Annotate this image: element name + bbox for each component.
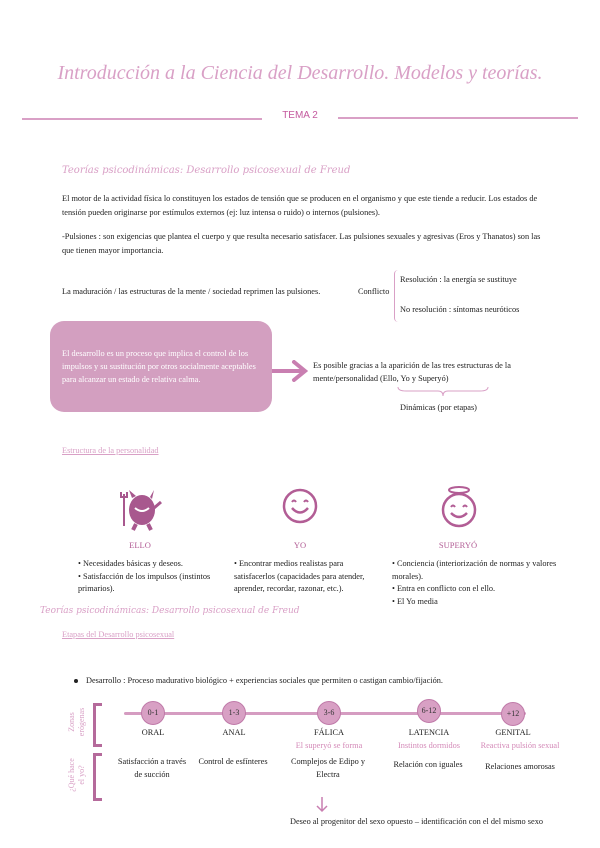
structure-label-yo: YO bbox=[293, 540, 307, 550]
bullet: • Satisfacción de los impulsos (instintos primarios). bbox=[78, 571, 211, 593]
dynamics-label: Dinámicas (por etapas) bbox=[400, 403, 477, 412]
stage-note: El superyó se forma bbox=[295, 741, 363, 750]
development-bullet: Desarrollo : Proceso madurativo biológico + experiencias sociales que permiten o castigan cambio/fijación. bbox=[86, 676, 443, 685]
bullet-dot bbox=[74, 679, 78, 683]
brace bbox=[394, 270, 399, 322]
divider bbox=[22, 118, 262, 120]
possible-text: Es posible gracias a la aparición de las tres estructuras de la mente/personalidad (Ello, Yo y Superyó) bbox=[313, 361, 511, 383]
angel-smile-icon bbox=[439, 485, 479, 529]
yo-bullets bbox=[234, 558, 384, 596]
bracket bbox=[93, 703, 102, 747]
arrow-down-icon bbox=[315, 797, 329, 813]
document-title: Introducción a la Ciencia del Desarrollo. Modelos y teorías. bbox=[57, 62, 543, 84]
overlap-heading: Teorías psicodinámicas: Desarrollo psicosexual de Freud bbox=[40, 606, 300, 616]
stage-name: ORAL bbox=[141, 728, 165, 737]
section-heading: Teorías psicodinámicas: Desarrollo psicosexual de Freud bbox=[62, 165, 351, 176]
paragraph: El motor de la actividad física lo constituyen los estados de tensión que se producen en el organismo y que este tiende a reducir. Los estados de tensión pueden originarse por estímulos externos (ej: luz intensa o ruido) o internos (pulsiones). bbox=[62, 194, 538, 217]
no-resolution-text: No resolución : síntomas neuróticos bbox=[400, 305, 520, 314]
smile-icon bbox=[281, 487, 319, 525]
stage-age: +12 bbox=[501, 702, 525, 726]
structure-label-ello: ELLO bbox=[129, 540, 151, 550]
bullet: • El Yo media bbox=[392, 596, 438, 606]
bullet: • Necesidades básicas y deseos. bbox=[78, 559, 183, 568]
oedipus-note: Deseo al progenitor del sexo opuesto – identificación con el del mismo sexo bbox=[290, 817, 543, 826]
bracket bbox=[93, 753, 102, 801]
resolution-text: Resolución : la energía se sustituye bbox=[400, 275, 517, 284]
row-label-zones: Zonas erógenas bbox=[67, 707, 86, 737]
devil-icon bbox=[118, 486, 164, 532]
stage-age: 0-1 bbox=[141, 701, 165, 725]
conflict-label: Conflicto bbox=[358, 287, 390, 296]
stage-desc: Relación con iguales bbox=[393, 760, 463, 769]
paragraph: -Pulsiones : son exigencias que plantea el cuerpo y que resulta necesario satisfacer. Las pulsiones sexuales y agresivas (Eros y Thanatos) son las que tienen mayor importancia. bbox=[62, 232, 541, 255]
brace-down-icon bbox=[396, 386, 490, 398]
row-label-ego: ¿Qué hace el yo? bbox=[67, 758, 86, 792]
tema-label: TEMA 2 bbox=[282, 110, 318, 121]
bullet: • Encontrar medios realistas para satisfacerlos (capacidades para atender, aprender, recordar, razonar, etc.). bbox=[234, 559, 365, 593]
divider bbox=[338, 117, 578, 119]
stage-name: FÁLICA bbox=[314, 728, 344, 737]
stage-age: 6-12 bbox=[417, 699, 441, 723]
stage-desc: Control de esfínteres bbox=[198, 757, 268, 766]
ello-bullets bbox=[78, 558, 223, 596]
bullet: • Conciencia (interiorización de normas y valores morales). bbox=[392, 559, 557, 581]
arrow-right-icon bbox=[272, 360, 308, 382]
stage-note: Reactiva pulsión sexual bbox=[480, 741, 560, 750]
box-text: El desarrollo es un proceso que implica el control de los impulsos y su sustitución por otros socialmente aceptables para alcanzar un estado de relativa calma. bbox=[62, 349, 256, 384]
stage-name: LATENCIA bbox=[408, 728, 450, 737]
stage-note: Instintos dormidos bbox=[398, 741, 460, 750]
stage-desc: Satisfacción a través de succión bbox=[117, 757, 187, 779]
stage-age: 1-3 bbox=[222, 701, 246, 725]
bullet: • Entra en conflicto con el ello. bbox=[392, 584, 496, 593]
structure-label-superyo: SUPERYÓ bbox=[438, 540, 478, 550]
conflict-statement: La maduración / las estructuras de la mente / sociedad reprimen las pulsiones. bbox=[62, 287, 321, 296]
stages-heading[interactable]: Etapas del Desarrollo psicosexual bbox=[62, 630, 175, 639]
highlight-box bbox=[50, 321, 272, 412]
stage-desc: Complejos de Edipo y Electra bbox=[291, 757, 365, 779]
stage-name: ANAL bbox=[222, 728, 246, 737]
stage-age: 3-6 bbox=[317, 701, 341, 725]
stage-name: GENITAL bbox=[495, 728, 531, 737]
stage-desc: Relaciones amorosas bbox=[485, 762, 555, 771]
superyo-bullets bbox=[392, 558, 557, 608]
structure-heading[interactable]: Estructura de la personalidad bbox=[62, 446, 159, 455]
